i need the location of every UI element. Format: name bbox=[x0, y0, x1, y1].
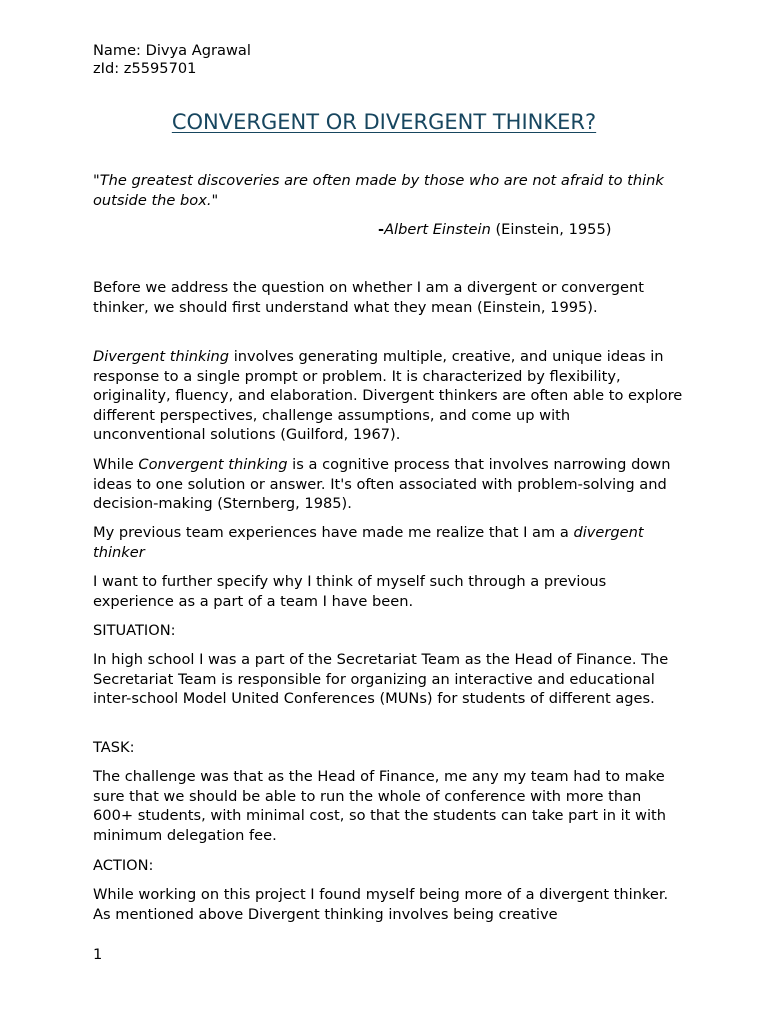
quote-text: The greatest discoveries are often made by those who are not afraid to think outside the box. bbox=[93, 172, 664, 209]
paragraph-convergent-definition bbox=[93, 455, 683, 514]
quote-close-mark: " bbox=[211, 191, 219, 209]
convergent-lead: While bbox=[93, 456, 139, 473]
heading-task: TASK: bbox=[93, 739, 135, 756]
paragraph-task: The challenge was that as the Head of Finance, me any my team had to make sure that we should be able to run the whole of conference with more than 600+ students, with minimal cost, so that the students can take part in it with minimum delegation fee. bbox=[93, 768, 666, 844]
epigraph-quote bbox=[93, 171, 683, 210]
term-convergent-thinking: Convergent thinking bbox=[138, 456, 288, 473]
paragraph-experience-intro: I want to further specify why I think of myself such through a previous experience as a part of a team I have been. bbox=[93, 573, 607, 610]
divergent-definition-text: involves generating multiple, creative, and unique ideas in response to a single prompt or problem. It is characterized by flexibility, originality, fluency, and elaboration. Divergent thinkers are often able to explore different perspectives, challenge assumptions, and come up with unconventional solutions (Guilford, 1967). bbox=[93, 348, 683, 444]
paragraph-situation: In high school I was a part of the Secretariat Team as the Head of Finance. The Secretariat Team is responsible for organizing an interactive and educational inter-school Model United Conferences (MUNs) for students of different ages. bbox=[93, 651, 669, 708]
paragraph-divergent-definition bbox=[93, 347, 683, 445]
attribution-citation: (Einstein, 1955) bbox=[490, 221, 612, 238]
paragraph-action: While working on this project I found myself being more of a divergent thinker. As mentioned above Divergent thinking involves being creative bbox=[93, 886, 669, 923]
page-number: 1 bbox=[93, 946, 103, 963]
term-divergent-thinker: divergent thinker bbox=[93, 524, 644, 561]
author-zid: zId: z5595701 bbox=[93, 60, 197, 77]
document-title: CONVERGENT OR DIVERGENT THINKER? bbox=[171, 110, 597, 134]
quote-open-mark: " bbox=[93, 172, 100, 189]
heading-situation: SITUATION: bbox=[93, 622, 176, 639]
attribution-dash: - bbox=[378, 221, 385, 238]
paragraph-self-assessment bbox=[93, 523, 683, 562]
attribution-author: Albert Einstein bbox=[384, 221, 491, 238]
quote-attribution bbox=[378, 220, 611, 240]
paragraph-intro: Before we address the question on whether I am a divergent or convergent thinker, we should first understand what they mean (Einstein, 1995). bbox=[93, 279, 644, 316]
convergent-definition-text: is a cognitive process that involves narrowing down ideas to one solution or answer. It's often associated with problem-solving and decision-making (Sternberg, 1985). bbox=[93, 456, 671, 513]
author-name: Name: Divya Agrawal bbox=[93, 42, 251, 59]
heading-action: ACTION: bbox=[93, 857, 154, 874]
term-divergent-thinking: Divergent thinking bbox=[93, 348, 230, 365]
self-assessment-text: My previous team experiences have made me realize that I am a bbox=[93, 524, 574, 541]
